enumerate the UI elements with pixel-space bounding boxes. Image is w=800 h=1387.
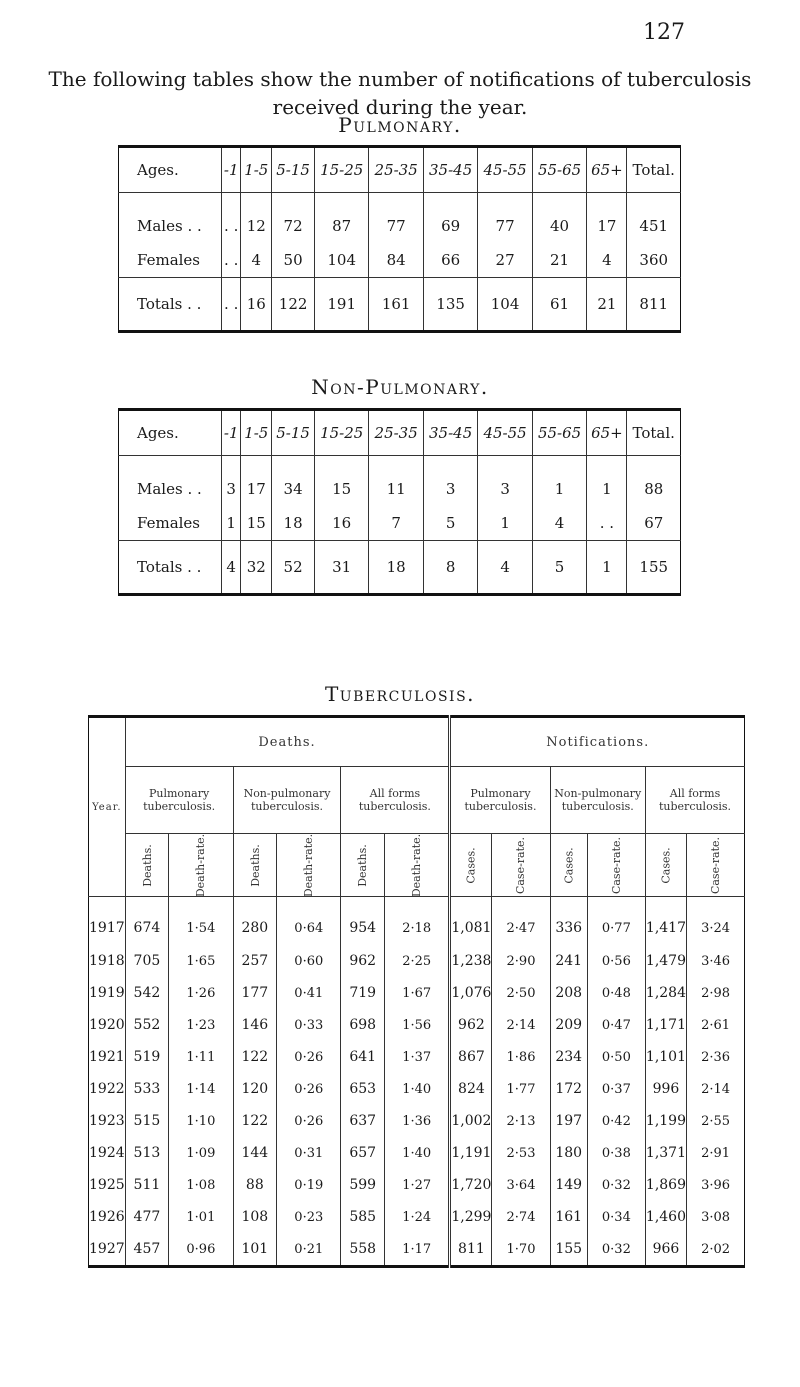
table-row <box>119 506 681 541</box>
table-cell: 77 <box>478 193 532 244</box>
totals-cell: 4 <box>222 541 241 595</box>
column-header: 1-5 <box>241 410 272 456</box>
year-cell: 1925 <box>89 1177 125 1193</box>
table-cell: 552 <box>125 1009 169 1041</box>
table-cell: 511 <box>125 1169 169 1201</box>
table-cell: 1·14 <box>169 1073 233 1105</box>
totals-cell: . . <box>222 278 241 332</box>
table-row <box>89 1201 745 1233</box>
column-header-label: Cases. <box>659 846 673 884</box>
table-cell: 1,479 <box>645 945 686 977</box>
column-header: 15-25 <box>314 410 368 456</box>
table-cell: 0·77 <box>587 897 645 946</box>
table-header-row <box>119 410 681 456</box>
table-row <box>89 1105 745 1137</box>
column-header: -1 <box>222 147 241 193</box>
table-cell: 1·65 <box>169 945 233 977</box>
year-cell: 1927 <box>89 1241 125 1257</box>
table-cell: 88 <box>233 1169 277 1201</box>
totals-cell: 5 <box>532 541 586 595</box>
table-cell: 1,460 <box>645 1201 686 1233</box>
column-header-label: Death-rate. <box>302 833 316 897</box>
table-cell: 1,299 <box>450 1201 492 1233</box>
column-header: 45-55 <box>478 410 532 456</box>
column-header: 65+ <box>587 147 627 193</box>
table-cell: 0·32 <box>587 1233 645 1267</box>
table-cell: 0·37 <box>587 1073 645 1105</box>
table-cell: 2·13 <box>492 1105 550 1137</box>
table-cell: 1 <box>587 456 627 507</box>
year-cell: 1922 <box>89 1081 125 1097</box>
table-cell: 1·70 <box>492 1233 550 1267</box>
table-cell: 1·77 <box>492 1073 550 1105</box>
table-cell: 0·56 <box>587 945 645 977</box>
table-cell: 18 <box>272 506 315 541</box>
column-header-label: Deaths. <box>248 843 262 887</box>
table-cell: 0·26 <box>277 1073 341 1105</box>
table-cell: 50 <box>272 243 315 278</box>
sub-group-header: All forms tuberculosis. <box>341 767 450 834</box>
table-cell: 0·42 <box>587 1105 645 1137</box>
row-label: Males . . <box>137 480 202 498</box>
table-cell: 2·50 <box>492 977 550 1009</box>
table-cell: 21 <box>532 243 586 278</box>
table-cell: 122 <box>233 1041 277 1073</box>
table-cell: 1·23 <box>169 1009 233 1041</box>
column-header: 55-65 <box>532 147 586 193</box>
table-cell: 1·37 <box>385 1041 450 1073</box>
year-cell: 1920 <box>89 1017 125 1033</box>
table-cell: 719 <box>341 977 385 1009</box>
totals-row <box>119 278 681 332</box>
table-cell: 16 <box>314 506 368 541</box>
column-header: 15-25 <box>314 147 368 193</box>
column-header <box>550 834 587 897</box>
table-cell: 0·34 <box>587 1201 645 1233</box>
column-header <box>277 834 341 897</box>
non-pulmonary-table <box>118 408 681 596</box>
table-cell: 0·26 <box>277 1105 341 1137</box>
column-header <box>492 834 550 897</box>
table-cell: 4 <box>241 243 272 278</box>
table-row <box>89 945 745 977</box>
table-cell: 1,284 <box>645 977 686 1009</box>
totals-cell: 16 <box>241 278 272 332</box>
table-cell: 0·19 <box>277 1169 341 1201</box>
table-cell: 3·96 <box>687 1169 745 1201</box>
table-cell: 280 <box>233 897 277 946</box>
table-cell: 108 <box>233 1201 277 1233</box>
table-row <box>89 1233 745 1267</box>
table-cell: 161 <box>550 1201 587 1233</box>
table-cell: 1·54 <box>169 897 233 946</box>
notifications-group-header: Notifications. <box>450 717 745 767</box>
totals-cell: 122 <box>272 278 315 332</box>
intro-line-1: The following tables show the number of notifications of tuberculosis <box>48 67 752 91</box>
table-cell: 1,076 <box>450 977 492 1009</box>
table-cell: 2·18 <box>385 897 450 946</box>
table-cell: 40 <box>532 193 586 244</box>
table-cell: 17 <box>241 456 272 507</box>
table-cell: 0·38 <box>587 1137 645 1169</box>
intro-line-2: received during the year. <box>272 95 528 119</box>
totals-cell: 1 <box>587 541 627 595</box>
table-cell: 122 <box>233 1105 277 1137</box>
table-cell: 12 <box>241 193 272 244</box>
table-cell: 0·33 <box>277 1009 341 1041</box>
column-header <box>687 834 745 897</box>
table-cell: 2·98 <box>687 977 745 1009</box>
column-header-label: Cases. <box>562 846 576 884</box>
table-cell: 1·36 <box>385 1105 450 1137</box>
table-cell: . . <box>222 243 241 278</box>
column-header-label: Deaths. <box>356 843 370 887</box>
table-cell: 104 <box>314 243 368 278</box>
table-cell: 1,191 <box>450 1137 492 1169</box>
sub-group-header: Pulmonary tuberculosis. <box>450 767 550 834</box>
column-header <box>341 834 385 897</box>
table-cell: 705 <box>125 945 169 977</box>
deaths-group-header: Deaths. <box>125 717 450 767</box>
totals-cell: 18 <box>369 541 423 595</box>
column-header <box>645 834 686 897</box>
column-header: 45-55 <box>478 147 532 193</box>
table-cell: 1·11 <box>169 1041 233 1073</box>
table-cell: 2·14 <box>492 1009 550 1041</box>
year-cell: 1926 <box>89 1209 125 1225</box>
table-cell: 457 <box>125 1233 169 1267</box>
table-cell: 0·96 <box>169 1233 233 1267</box>
table-cell: 515 <box>125 1105 169 1137</box>
table-cell: 1,002 <box>450 1105 492 1137</box>
table-cell: 1·24 <box>385 1201 450 1233</box>
totals-cell: 161 <box>369 278 423 332</box>
non-pulmonary-title: Non-Pulmonary. <box>311 375 489 399</box>
table-cell: 2·53 <box>492 1137 550 1169</box>
pulmonary-table <box>118 145 681 333</box>
table-cell: 2·90 <box>492 945 550 977</box>
table-cell: 674 <box>125 897 169 946</box>
table-cell: 72 <box>272 193 315 244</box>
table-cell: 954 <box>341 897 385 946</box>
table-cell: 1,371 <box>645 1137 686 1169</box>
table-cell: 69 <box>423 193 477 244</box>
table-cell: 336 <box>550 897 587 946</box>
totals-cell: 52 <box>272 541 315 595</box>
table-cell: 637 <box>341 1105 385 1137</box>
sub-group-header: Non-pulmonary tuberculosis. <box>233 767 341 834</box>
table-cell: 2·14 <box>687 1073 745 1105</box>
table-cell: 1,171 <box>645 1009 686 1041</box>
table-row <box>89 1169 745 1201</box>
table-cell: 87 <box>314 193 368 244</box>
table-cell: 1,101 <box>645 1041 686 1073</box>
column-header: 35-45 <box>423 410 477 456</box>
table-cell: 1·40 <box>385 1073 450 1105</box>
table-cell: 3 <box>423 456 477 507</box>
totals-cell: 191 <box>314 278 368 332</box>
table-cell: 0·21 <box>277 1233 341 1267</box>
column-header: 55-65 <box>532 410 586 456</box>
table-cell: 1·40 <box>385 1137 450 1169</box>
column-header-label: Death-rate. <box>194 833 208 897</box>
table-cell: 11 <box>369 456 423 507</box>
totals-cell: 104 <box>478 278 532 332</box>
table-cell: 1 <box>478 506 532 541</box>
table-cell: 1·10 <box>169 1105 233 1137</box>
year-cell: 1919 <box>89 985 125 1001</box>
table-cell: 0·26 <box>277 1041 341 1073</box>
table-cell: 542 <box>125 977 169 1009</box>
year-cell: 1917 <box>89 920 125 936</box>
column-header: 25-35 <box>369 147 423 193</box>
tuberculosis-title: Tuberculosis. <box>324 682 476 706</box>
table-row <box>119 456 681 507</box>
table-cell: 3·08 <box>687 1201 745 1233</box>
table-cell: 1·67 <box>385 977 450 1009</box>
table-cell: 15 <box>241 506 272 541</box>
year-cell: 1918 <box>89 953 125 969</box>
totals-cell: 155 <box>627 541 681 595</box>
table-cell: 241 <box>550 945 587 977</box>
table-cell: 1·86 <box>492 1041 550 1073</box>
table-cell: 824 <box>450 1073 492 1105</box>
row-label: Males . . <box>137 217 202 235</box>
table-cell: 966 <box>645 1233 686 1267</box>
table-cell: 77 <box>369 193 423 244</box>
table-cell: 0·48 <box>587 977 645 1009</box>
table-cell: 208 <box>550 977 587 1009</box>
column-header: 35-45 <box>423 147 477 193</box>
column-header: Total. <box>627 147 681 193</box>
table-cell: 0·50 <box>587 1041 645 1073</box>
sub-group-header: Pulmonary tuberculosis. <box>125 767 233 834</box>
table-cell: 4 <box>587 243 627 278</box>
table-cell: 146 <box>233 1009 277 1041</box>
column-header: -1 <box>222 410 241 456</box>
table-cell: 585 <box>341 1201 385 1233</box>
table-cell: 4 <box>532 506 586 541</box>
table-cell: 698 <box>341 1009 385 1041</box>
table-cell: 101 <box>233 1233 277 1267</box>
table-cell: 996 <box>645 1073 686 1105</box>
table-cell: 0·32 <box>587 1169 645 1201</box>
table-cell: 653 <box>341 1073 385 1105</box>
table-cell: 2·47 <box>492 897 550 946</box>
year-cell: 1924 <box>89 1145 125 1161</box>
table-cell: 2·61 <box>687 1009 745 1041</box>
column-header <box>587 834 645 897</box>
sub-group-header: All forms tuberculosis. <box>645 767 744 834</box>
column-header-label: Case-rate. <box>609 836 623 894</box>
table-cell: 84 <box>369 243 423 278</box>
table-cell: 1 <box>532 456 586 507</box>
table-cell: 67 <box>627 506 681 541</box>
table-header-row <box>119 147 681 193</box>
column-header: 5-15 <box>272 410 315 456</box>
table-cell: 1·26 <box>169 977 233 1009</box>
totals-cell: 4 <box>478 541 532 595</box>
table-cell: 2·25 <box>385 945 450 977</box>
table-cell: 34 <box>272 456 315 507</box>
table-cell: 599 <box>341 1169 385 1201</box>
column-header <box>169 834 233 897</box>
table-cell: . . <box>587 506 627 541</box>
table-cell: 3·46 <box>687 945 745 977</box>
table-cell: 17 <box>587 193 627 244</box>
column-header-label: Case-rate. <box>514 836 528 894</box>
table-cell: 180 <box>550 1137 587 1169</box>
table-cell: 867 <box>450 1041 492 1073</box>
column-header: 5-15 <box>272 147 315 193</box>
table-row <box>89 1137 745 1169</box>
table-cell: 477 <box>125 1201 169 1233</box>
table-cell: 149 <box>550 1169 587 1201</box>
table-cell: 1·27 <box>385 1169 450 1201</box>
table-cell: 155 <box>550 1233 587 1267</box>
table-cell: 144 <box>233 1137 277 1169</box>
table-cell: 197 <box>550 1105 587 1137</box>
column-header <box>233 834 277 897</box>
table-cell: 1·17 <box>385 1233 450 1267</box>
table-cell: 0·23 <box>277 1201 341 1233</box>
table-cell: 5 <box>423 506 477 541</box>
table-cell: 15 <box>314 456 368 507</box>
table-cell: 3 <box>478 456 532 507</box>
totals-cell: 21 <box>587 278 627 332</box>
table-cell: 0·31 <box>277 1137 341 1169</box>
table-cell: 519 <box>125 1041 169 1073</box>
column-header <box>385 834 450 897</box>
table-cell: 2·02 <box>687 1233 745 1267</box>
table-cell: 2·36 <box>687 1041 745 1073</box>
column-header-label: Deaths. <box>140 843 154 887</box>
table-cell: . . <box>222 193 241 244</box>
table-cell: 0·60 <box>277 945 341 977</box>
table-row <box>119 243 681 278</box>
table-cell: 3·24 <box>687 897 745 946</box>
table-cell: 66 <box>423 243 477 278</box>
table-cell: 120 <box>233 1073 277 1105</box>
table-cell: 0·47 <box>587 1009 645 1041</box>
table-row <box>119 193 681 244</box>
table-cell: 1·56 <box>385 1009 450 1041</box>
column-header <box>125 834 169 897</box>
totals-row <box>119 541 681 595</box>
table-cell: 811 <box>450 1233 492 1267</box>
table-cell: 1,199 <box>645 1105 686 1137</box>
table-cell: 234 <box>550 1041 587 1073</box>
totals-cell: 135 <box>423 278 477 332</box>
table-row <box>89 1073 745 1105</box>
year-header: Year. <box>89 717 126 897</box>
table-cell: 1 <box>222 506 241 541</box>
table-cell: 558 <box>341 1233 385 1267</box>
table-cell: 3·64 <box>492 1169 550 1201</box>
table-cell: 962 <box>341 945 385 977</box>
table-cell: 1,720 <box>450 1169 492 1201</box>
table-cell: 1·08 <box>169 1169 233 1201</box>
table-cell: 3 <box>222 456 241 507</box>
table-row <box>89 977 745 1009</box>
table-cell: 451 <box>627 193 681 244</box>
column-header-label: Case-rate. <box>709 836 723 894</box>
table-cell: 0·41 <box>277 977 341 1009</box>
table-cell: 962 <box>450 1009 492 1041</box>
totals-cell: 31 <box>314 541 368 595</box>
row-label: Females <box>137 514 201 532</box>
column-header: Total. <box>627 410 681 456</box>
table-cell: 7 <box>369 506 423 541</box>
table-row <box>89 897 745 946</box>
table-cell: 2·74 <box>492 1201 550 1233</box>
column-header: Ages. <box>119 147 222 193</box>
table-cell: 172 <box>550 1073 587 1105</box>
column-header-label: Cases. <box>464 846 478 884</box>
table-cell: 2·55 <box>687 1105 745 1137</box>
table-row <box>89 1009 745 1041</box>
sub-group-header: Non-pulmonary tuberculosis. <box>550 767 645 834</box>
year-cell: 1923 <box>89 1113 125 1129</box>
table-cell: 177 <box>233 977 277 1009</box>
table-cell: 1,081 <box>450 897 492 946</box>
page-number: 127 <box>643 20 685 45</box>
totals-cell: 8 <box>423 541 477 595</box>
table-cell: 657 <box>341 1137 385 1169</box>
table-cell: 641 <box>341 1041 385 1073</box>
totals-label: Totals . . <box>119 278 222 332</box>
table-cell: 1·09 <box>169 1137 233 1169</box>
table-cell: 88 <box>627 456 681 507</box>
table-cell: 2·91 <box>687 1137 745 1169</box>
table-cell: 27 <box>478 243 532 278</box>
table-row <box>89 1041 745 1073</box>
tuberculosis-table <box>88 715 745 1268</box>
table-cell: 360 <box>627 243 681 278</box>
column-header <box>450 834 492 897</box>
table-cell: 1·01 <box>169 1201 233 1233</box>
table-cell: 209 <box>550 1009 587 1041</box>
table-cell: 257 <box>233 945 277 977</box>
column-header: 65+ <box>587 410 627 456</box>
year-cell: 1921 <box>89 1049 125 1065</box>
totals-label: Totals . . <box>119 541 222 595</box>
table-cell: 1,238 <box>450 945 492 977</box>
column-header: Ages. <box>119 410 222 456</box>
table-cell: 513 <box>125 1137 169 1169</box>
column-header: 25-35 <box>369 410 423 456</box>
column-header: 1-5 <box>241 147 272 193</box>
table-cell: 1,869 <box>645 1169 686 1201</box>
totals-cell: 61 <box>532 278 586 332</box>
totals-cell: 32 <box>241 541 272 595</box>
table-cell: 533 <box>125 1073 169 1105</box>
pulmonary-title: Pulmonary. <box>338 113 462 137</box>
row-label: Females <box>137 251 201 269</box>
totals-cell: 811 <box>627 278 681 332</box>
column-header-label: Death-rate. <box>410 833 424 897</box>
table-cell: 1,417 <box>645 897 686 946</box>
table-cell: 0·64 <box>277 897 341 946</box>
